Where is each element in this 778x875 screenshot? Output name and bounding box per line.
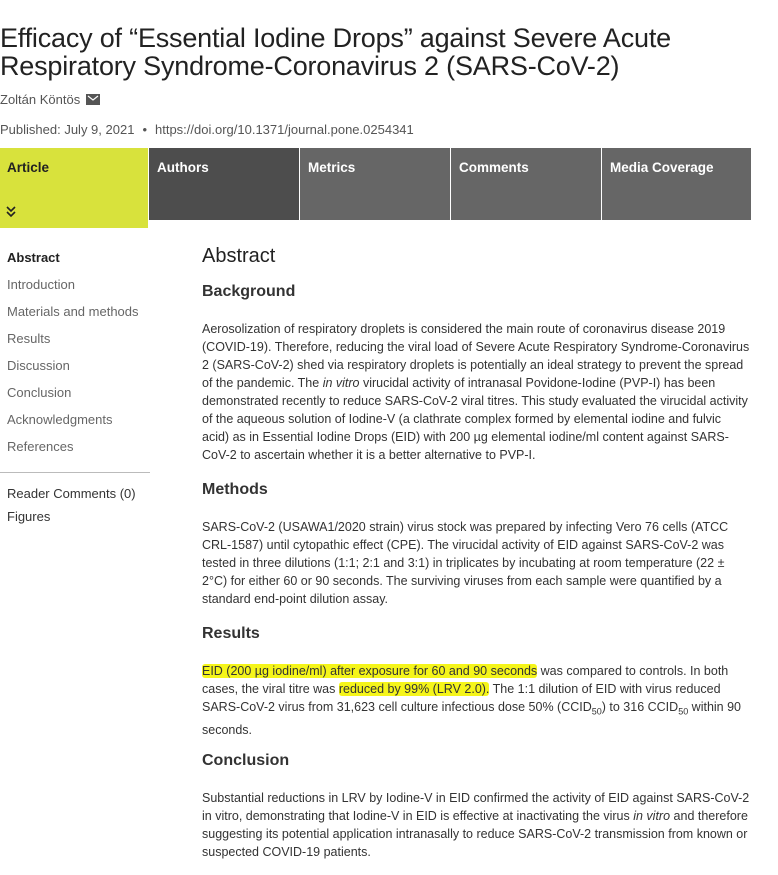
conclusion-italic: in vitro	[633, 809, 671, 823]
article-tabs	[0, 148, 751, 220]
author-name[interactable]: Zoltán Köntös	[0, 92, 81, 107]
results-text-part: within 90 seconds.	[202, 700, 742, 737]
tab-article[interactable]	[0, 148, 148, 228]
nav-item-references[interactable]: References	[7, 439, 74, 454]
nav-item-abstract[interactable]: Abstract	[7, 250, 60, 265]
separator-dot: •	[142, 122, 147, 137]
published-date: Published: July 9, 2021	[0, 122, 135, 137]
article-title: Efficacy of “Essential Iodine Drops” against Severe Acute Respiratory Syndrome-Coronavirus 2 (SARS-CoV-2)	[0, 23, 671, 81]
nav-item-figures[interactable]: Figures	[7, 509, 51, 524]
nav-item-materials-and-methods[interactable]: Materials and methods	[7, 304, 139, 319]
background-italic: in vitro	[322, 376, 360, 390]
results-heading: Results	[202, 625, 260, 642]
background-text-part: Aerosolization of respiratory droplets is considered the main route of coronavirus disease 2019 (COVID-19). Therefore, reducing the viral load of Severe Acute Respiratory Syndrome-Coronavirus 2 (SARS-CoV-2) shed via respiratory droplets is potentially an ideal strategy to prevent the spread of the pandemic. The	[202, 322, 750, 390]
highlight-reduction: reduced by 99% (LRV 2.0).	[338, 682, 490, 696]
tab-label: Metrics	[308, 160, 356, 175]
conclusion-heading: Conclusion	[202, 752, 290, 769]
nav-divider	[0, 472, 150, 473]
tab-label: Comments	[459, 160, 529, 175]
methods-text: SARS-CoV-2 (USAWA1/2020 strain) virus stock was prepared by infecting Vero 76 cells (ATCC CRL-1587) until cytopathic effect (CPE). The virucidal activity of EID against SARS-CoV-2 was tested in three dilutions (1:1; 2:1 and 3:1) in triplicates by incubating at room temperature (22 ± 2°C) for either 60 or 90 seconds. The surviving viruses from each sample were quantified by a standard end-point dilution assay.	[202, 520, 729, 606]
nav-item-introduction[interactable]: Introduction	[7, 277, 75, 292]
background-text-part: virucidal activity of intranasal Povidone-Iodine (PVP-I) has been demonstrated recently to reduce SARS-CoV-2 viral titres. This study evaluated the virucidal activity of the aqueous solution of Iodine-V (a clathrate complex formed by elemental iodine and fulvic acid) as in Essential Iodine Drops (EID) with 200 µg elemental iodine/ml content against SARS-CoV-2 to ascertain whether it is a better alternative to PVP-I.	[202, 376, 748, 462]
nav-item-acknowledgments[interactable]: Acknowledgments	[7, 412, 113, 427]
nav-item-conclusion[interactable]: Conclusion	[7, 385, 72, 400]
tab-authors[interactable]	[148, 148, 299, 220]
author-line	[0, 92, 100, 107]
chevron-double-down-icon[interactable]	[6, 206, 16, 221]
results-text-part: The 1:1 dilution of EID with virus reduced SARS-CoV-2 virus from 31,623 cell culture infectious dose 50% (CCID	[202, 682, 721, 714]
tab-label: Article	[7, 160, 50, 175]
subscript: 50	[591, 706, 602, 717]
background-heading: Background	[202, 283, 296, 300]
section-nav	[7, 250, 157, 466]
tab-label: Authors	[157, 160, 209, 175]
tab-media-coverage[interactable]	[601, 148, 751, 220]
nav-item-discussion[interactable]: Discussion	[7, 358, 70, 373]
doi-link[interactable]: https://doi.org/10.1371/journal.pone.0254341	[155, 122, 414, 137]
results-text-part: was compared to controls. In both cases, the viral titre was	[202, 664, 729, 696]
subscript: 50	[678, 706, 689, 717]
conclusion-text-part: and therefore suggesting its potential application intranasally to reduce SARS-CoV-2 transmission from known or suspected COVID-19 patients.	[202, 809, 748, 859]
nav-item-results[interactable]: Results	[7, 331, 51, 346]
publication-line	[0, 122, 414, 137]
secondary-nav	[7, 486, 136, 532]
highlight-exposure: EID (200 µg iodine/ml) after exposure for 60 and 90 seconds	[202, 664, 538, 678]
tab-label: Media Coverage	[610, 160, 714, 175]
mail-icon[interactable]	[86, 94, 100, 105]
tab-comments[interactable]	[450, 148, 601, 220]
nav-item-reader-comments[interactable]: Reader Comments (0)	[7, 486, 136, 501]
tab-metrics[interactable]	[299, 148, 450, 220]
abstract-heading: Abstract	[202, 245, 276, 267]
background-text	[202, 320, 750, 464]
conclusion-text-part: Substantial reductions in LRV by Iodine-V in EID confirmed the activity of EID against SARS-CoV-2 in vitro, demonstrating that Iodine-V in EID is effective at inactivating the virus	[202, 791, 750, 823]
results-text	[202, 662, 750, 739]
results-text-part: ) to 316 CCID	[601, 700, 679, 714]
methods-heading: Methods	[202, 481, 268, 498]
conclusion-text	[202, 789, 750, 861]
